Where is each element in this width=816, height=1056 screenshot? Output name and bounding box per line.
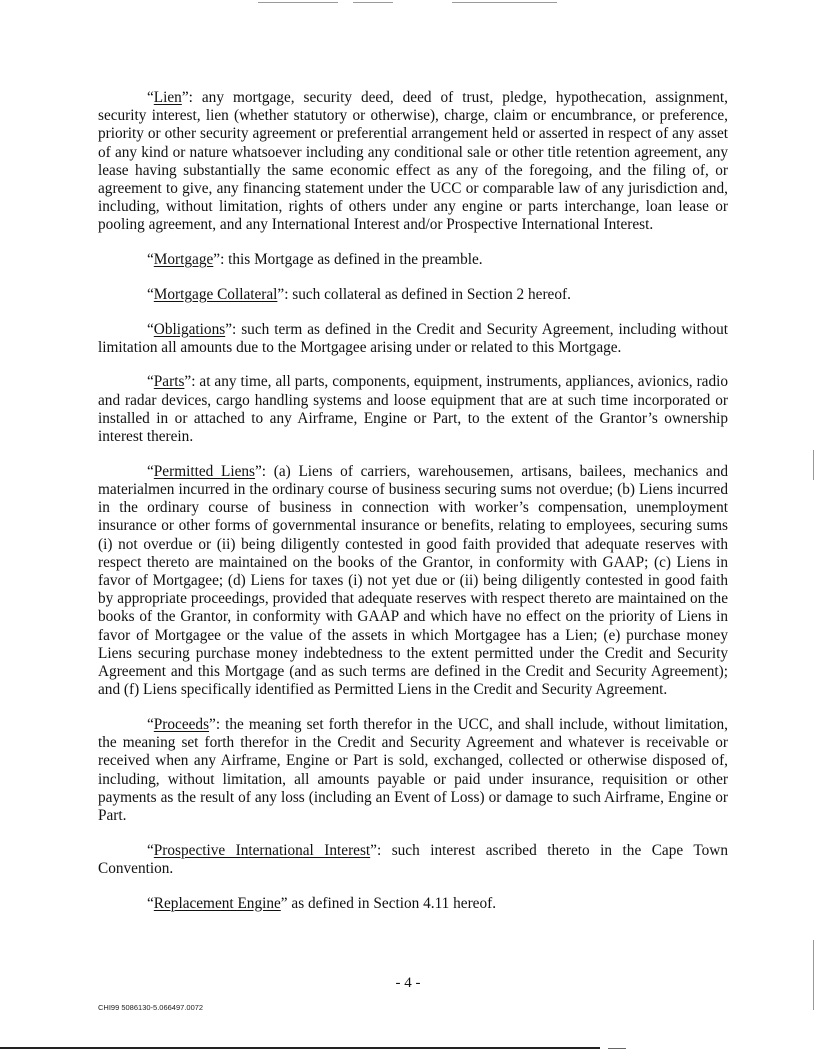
defined-term: Replacement Engine	[153, 894, 281, 912]
definition-text: : at any time, all parts, components, equipment, instruments, appliances, avionics, radio and radar devices, cargo handling systems and loose equipment that are at such time incorporated or installed in or attached to any Airframe, Engine or Part, to the extent of the Grantor’s ownership interest therein.	[98, 373, 728, 446]
definition-text: : any mortgage, security deed, deed of trust, pledge, hypothecation, assignment, security interest, lien (whether statutory or otherwise), charge, claim or encumbrance, or preference, priority or other security agreement or preferential arrangement held or asserted in respect of any asset of any kind or nature whatsoever including any conditional sale or other title retention agreement, any lease having substantially the same economic effect as any of the foregoing, and the filing of, or agreement to give, any financing statement under the UCC or comparable law of any jurisdiction and, including, without limitation, rights of others under any engine or parts interchange, loan lease or pooling agreement, and any International Interest and/or Prospective International Interest.	[98, 89, 728, 234]
document-id: CHI99 5086130-5.066497.0072	[98, 1003, 204, 1012]
top-rule	[353, 2, 393, 3]
page-number: - 4 -	[395, 975, 421, 991]
definition-text: : the meaning set forth therefor in the UCC, and shall include, without limitation, the meaning set forth therefor in the Credit and Security Agreement and whatever is receivable or received when any Airframe, Engine or Part is sold, exchanged, collected or otherwise disposed of, including, without limitation, all amounts payable or paid under insurance, requisition or other payments as the result of any loss (including an Event of Loss) or damage to such Airframe, Engine or Part.	[98, 715, 728, 824]
definition-prospective-international-interest: “Prospective International Interest”: such interest ascribed thereto in the Cape Town Convention.	[98, 841, 728, 877]
defined-term: Permitted Liens	[153, 462, 255, 480]
top-rule	[452, 2, 557, 3]
bottom-rule	[0, 1047, 600, 1049]
definition-text: : (a) Liens of carriers, warehousemen, artisans, bailees, mechanics and materialmen incurred in the ordinary course of business securing sums not overdue; (b) Liens incurred in the ordinary course of business in connection with worker’s compensation, unemployment insurance or other forms of governmental insurance or benefits, relating to employees, securing sums (i) not overdue or (ii) being diligently contested in good faith provided that adequate reserves with respect thereto are maintained on the books of the Grantor, in conformity with GAAP; (c) Liens in favor of Mortgagee; (d) Liens for taxes (i) not yet due or (ii) being diligently contested in good faith by appropriate proceedings, provided that adequate reserves with respect thereto are maintained on the books of the Grantor, in conformity with GAAP and which have no effect on the priority of Liens in favor of Mortgagee or the value of the assets in which Mortgagee has a Lien; (e) purchase money Liens securing purchase money indebtedness to the extent permitted under the Credit and Security Agreement and this Mortgage (and as such terms are defined in the Credit and Security Agreement); and (f) Liens specifically identified as Permitted Liens in the Credit and Security Agreement.	[98, 462, 728, 699]
definition-text: : this Mortgage as defined in the preamble.	[220, 251, 483, 269]
definition-text: as defined in Section 4.11 hereof.	[287, 894, 497, 912]
definition-replacement-engine: “Replacement Engine” as defined in Section 4.11 hereof.	[147, 894, 497, 912]
document-body	[98, 89, 728, 929]
definition-mortgage-collateral: “Mortgage Collateral”: such collateral as defined in Section 2 hereof.	[147, 285, 571, 303]
definition-parts: “Parts”: at any time, all parts, components, equipment, instruments, appliances, avionics, radio and radar devices, cargo handling systems and loose equipment that are at such time incorporated or installed in or attached to any Airframe, Engine or Part, to the extent of the Grantor’s ownership interest therein.	[98, 373, 728, 446]
defined-term: Parts	[153, 373, 185, 391]
bottom-rule	[608, 1048, 626, 1049]
defined-term: Lien	[153, 89, 182, 106]
top-rule	[258, 2, 338, 3]
definition-obligations: “Obligations”: such term as defined in the Credit and Security Agreement, including without limitation all amounts due to the Mortgagee arising under or related to this Mortgage.	[98, 320, 728, 356]
definition-text: : such collateral as defined in Section 2 hereof.	[284, 285, 571, 303]
definition-permitted-liens: “Permitted Liens”: (a) Liens of carriers, warehousemen, artisans, bailees, mechanics and materialmen incurred in the ordinary course of business securing sums not overdue; (b) Liens incurred in the ordinary course of business in connection with worker’s compensation, unemployment insurance or other forms of governmental insurance or benefits, relating to employees, securing sums (i) not overdue or (ii) being diligently contested in good faith provided that adequate reserves with respect thereto are maintained on the books of the Grantor, in conformity with GAAP; (c) Liens in favor of Mortgagee; (d) Liens for taxes (i) not yet due or (ii) being diligently contested in good faith by appropriate proceedings, provided that adequate reserves with respect thereto are maintained on the books of the Grantor, in conformity with GAAP and which have no effect on the priority of Liens in favor of Mortgagee or the value of the assets in which Mortgagee has a Lien; (e) purchase money Liens securing purchase money indebtedness to the extent permitted under the Credit and Security Agreement and this Mortgage (and as such terms are defined in the Credit and Security Agreement); and (f) Liens specifically identified as Permitted Liens in the Credit and Security Agreement.	[98, 462, 728, 699]
defined-term: Mortgage Collateral	[153, 285, 278, 303]
definition-proceeds: “Proceeds”: the meaning set forth therefor in the UCC, and shall include, without limitation, the meaning set forth therefor in the Credit and Security Agreement and whatever is receivable or received when any Airframe, Engine or Part is sold, exchanged, collected or otherwise disposed of, including, without limitation, all amounts payable or paid under insurance, requisition or other payments as the result of any loss (including an Event of Loss) or damage to such Airframe, Engine or Part.	[98, 715, 728, 824]
defined-term: Prospective International Interest	[153, 841, 371, 859]
margin-mark	[813, 450, 814, 480]
defined-term: Proceeds	[153, 715, 210, 733]
defined-term: Obligations	[153, 320, 226, 338]
definition-mortgage: “Mortgage”: this Mortgage as defined in the preamble.	[147, 251, 483, 269]
defined-term: Mortgage	[153, 251, 214, 269]
definition-lien: “Lien”: any mortgage, security deed, deed of trust, pledge, hypothecation, assignment, security interest, lien (whether statutory or otherwise), charge, claim or encumbrance, or preference, priority or other security agreement or preferential arrangement held or asserted in respect of any asset of any kind or nature whatsoever including any conditional sale or other title retention agreement, any lease having substantially the same economic effect as any of the foregoing, and the filing of, or agreement to give, any financing statement under the UCC or comparable law of any jurisdiction and, including, without limitation, rights of others under any engine or parts interchange, loan lease or pooling agreement, and any International Interest and/or Prospective International Interest.	[98, 89, 728, 234]
definition-text: : such interest ascribed thereto in the Cape Town Convention.	[98, 841, 728, 877]
definition-text: : such term as defined in the Credit and Security Agreement, including without limitation all amounts due to the Mortgagee arising under or related to this Mortgage.	[98, 320, 728, 356]
